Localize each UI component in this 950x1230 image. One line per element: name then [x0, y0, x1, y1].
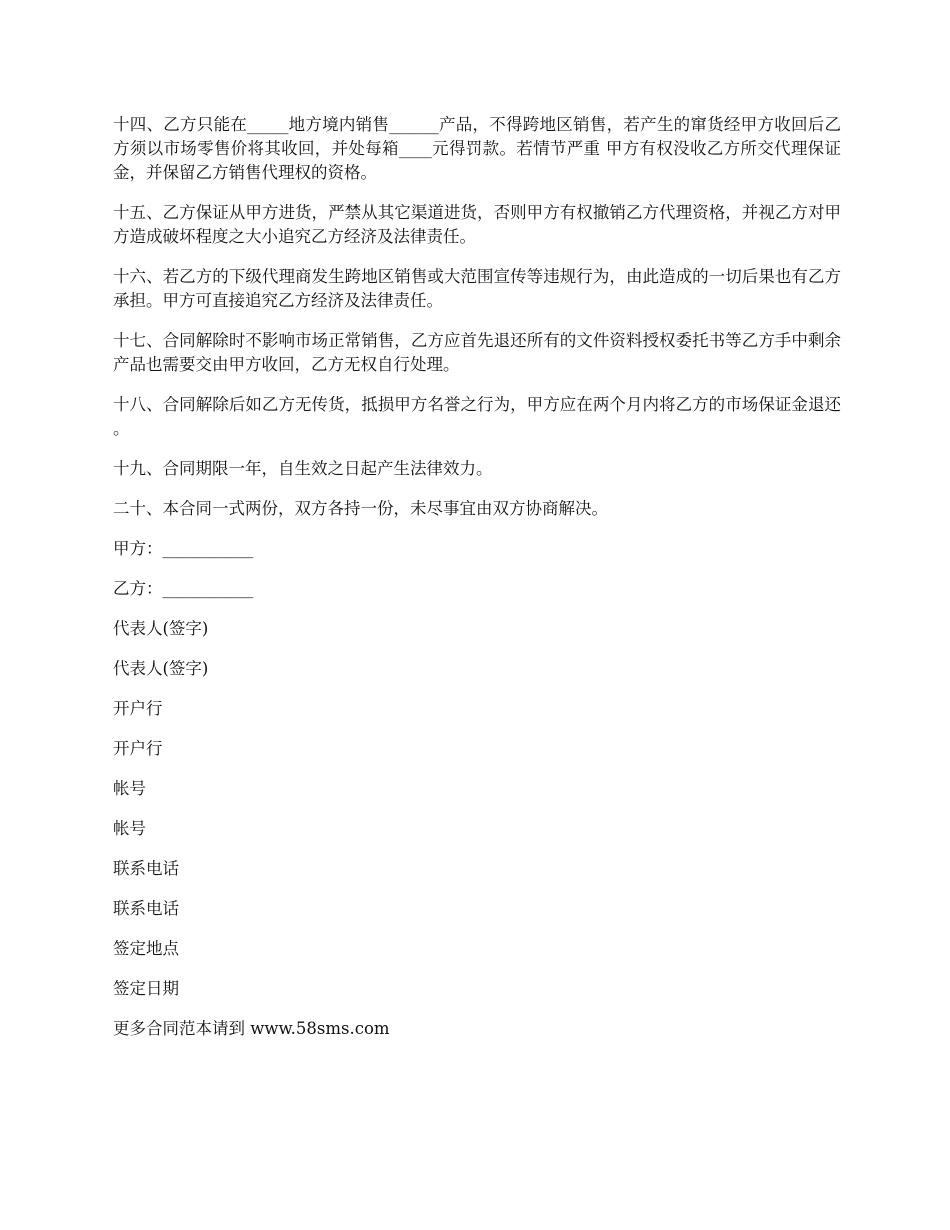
- representative-a-line: 代表人(签字): [113, 619, 209, 638]
- account-b-line: 帐号: [113, 819, 146, 838]
- clause-17: 十七、合同解除时不影响市场正常销售，乙方应首先退还所有的文件资料授权委托书等乙方手中剩余产品也需要交由甲方收回，乙方无权自行处理。: [113, 331, 841, 374]
- clause-14: 十四、乙方只能在_____地方境内销售______产品，不得跨地区销售，若产生的窜货经甲方收回后乙方须以市场零售价将其收回，并处每箱____元得罚款。若情节严重 甲方有权没收乙方所交代理保证金，并保留乙方销售代理权的资格。: [113, 115, 841, 182]
- clause-18: 十八、合同解除后如乙方无传货，抵损甲方名誉之行为，甲方应在两个月内将乙方的市场保证金退还 。: [113, 395, 841, 438]
- bank-b-line: 开户行: [113, 739, 163, 758]
- clause-15: 十五、乙方保证从甲方进货，严禁从其它渠道进货，否则甲方有权撤销乙方代理资格，并视乙方对甲方造成破坏程度之大小追究乙方经济及法律责任。: [113, 203, 841, 246]
- representative-b-line: 代表人(签字): [113, 659, 209, 678]
- clause-19: 十九、合同期限一年，自生效之日起产生法律效力。: [113, 459, 493, 478]
- signing-date-line: 签定日期: [113, 979, 179, 998]
- party-a-line: 甲方：___________: [113, 539, 254, 558]
- party-b-line: 乙方：___________: [113, 579, 254, 598]
- phone-b-line: 联系电话: [113, 899, 179, 918]
- account-a-line: 帐号: [113, 779, 146, 798]
- bank-a-line: 开户行: [113, 699, 163, 718]
- footer-link-text: 更多合同范本请到 www.58sms.com: [113, 1019, 390, 1038]
- clause-16: 十六、若乙方的下级代理商发生跨地区销售或大范围宣传等违规行为，由此造成的一切后果也有乙方承担。甲方可直接追究乙方经济及法律责任。: [113, 267, 841, 310]
- document-body: [113, 113, 841, 1041]
- signing-place-line: 签定地点: [113, 939, 179, 958]
- phone-a-line: 联系电话: [113, 859, 179, 878]
- clause-20: 二十、本合同一式两份，双方各持一份，未尽事宜由双方协商解决。: [113, 499, 608, 518]
